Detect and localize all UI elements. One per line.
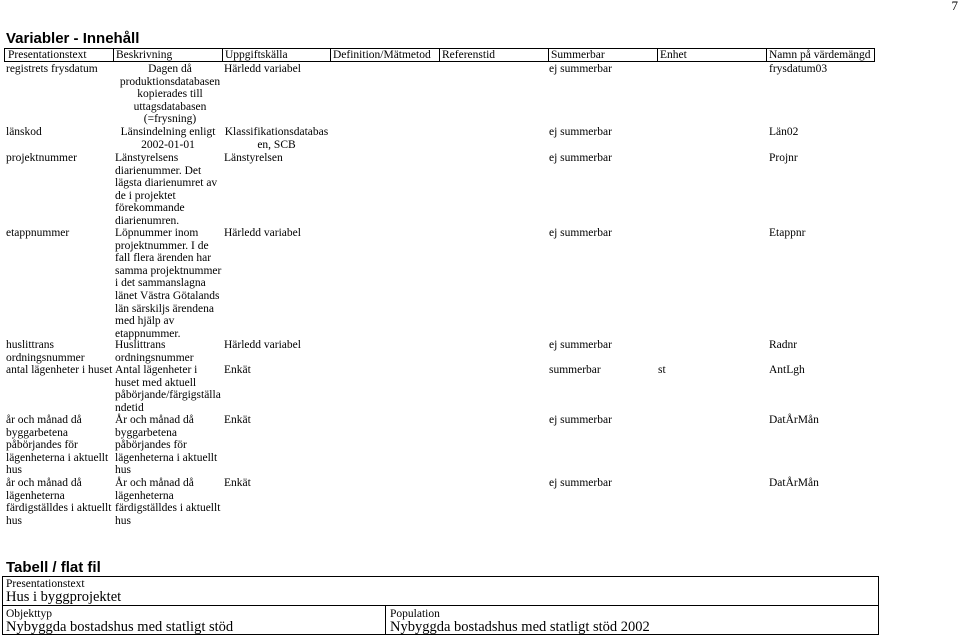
cell-namn: Projnr	[769, 152, 798, 164]
cell-uppgiftskalla: Klassifikationsdatabas en, SCB	[224, 126, 329, 151]
cell-beskrivning: Huslittrans ordningsnummer	[115, 339, 194, 364]
cell-beskrivning: Dagen då produktionsdatabasen kopierades till uttagsdatabasen (=frysning)	[119, 63, 221, 126]
cell-uppgiftskalla: Härledd variabel	[224, 339, 301, 351]
cell-presentationstext: år och månad då lägenheterna färdigställdes i aktuellt hus	[6, 477, 112, 527]
objekttyp-value: Nybyggda bostadshus med statligt stöd	[6, 619, 234, 635]
cell-beskrivning: Antal lägenheter i huset med aktuell påbörjande/färgigställa ndetid	[115, 364, 221, 414]
header-presentationstext: Presentationstext	[8, 49, 87, 61]
cell-beskrivning: Länstyrelsens diarienummer. Det lägsta diarienumret av de i projektet förekommande diarienumren.	[115, 152, 218, 227]
cell-beskrivning: År och månad då lägenheterna färdigställdes i aktuellt hus	[115, 477, 221, 527]
header-uppgiftskalla: Uppgiftskälla	[225, 49, 288, 61]
cell-presentationstext: år och månad då byggarbetena påbörjandes för lägenheterna i aktuellt hus	[6, 414, 109, 477]
cell-presentationstext: projektnummer	[6, 152, 77, 164]
cell-uppgiftskalla: Länstyrelsen	[224, 152, 283, 164]
cell-namn: Län02	[769, 126, 799, 138]
cell-namn: Etappnr	[769, 227, 806, 239]
cell-namn: AntLgh	[769, 364, 805, 376]
cell-beskrivning: Löpnummer inom projektnummer. I de fall flera ärenden har samma projektnummer i det sammanslagna länet Västra Götalands län särskiljs ärendena med hjälp av etappnummer.	[115, 227, 222, 340]
header-namn: Namn på värdemängd	[769, 49, 871, 61]
header-summerbar: Summerbar	[551, 49, 605, 61]
cell-uppgiftskalla: Härledd variabel	[224, 227, 301, 239]
cell-namn: DatÅrMån	[769, 414, 819, 426]
cell-summerbar: ej summerbar	[549, 227, 612, 239]
cell-uppgiftskalla: Enkät	[224, 477, 251, 489]
cell-presentationstext: etappnummer	[6, 227, 70, 239]
objekttyp-label: Objekttyp	[6, 608, 52, 620]
cell-summerbar: ej summerbar	[549, 414, 612, 426]
cell-enhet: st	[658, 364, 666, 376]
cell-summerbar: summerbar	[549, 364, 601, 376]
cell-summerbar: ej summerbar	[549, 477, 612, 489]
cell-namn: Radnr	[769, 339, 798, 351]
cell-summerbar: ej summerbar	[549, 152, 612, 164]
header-definition: Definition/Mätmetod	[333, 49, 431, 61]
cell-namn: frysdatum03	[769, 63, 828, 75]
cell-presentationstext: huslittrans ordningsnummer	[6, 339, 85, 364]
cell-presentationstext: registrets frysdatum	[6, 63, 98, 75]
table-header	[4, 48, 875, 62]
cell-summerbar: ej summerbar	[549, 126, 612, 138]
flat-file-title: Tabell / flat fil	[6, 559, 101, 576]
header-enhet: Enhet	[660, 49, 687, 61]
presentationstext-value: Hus i byggprojektet	[6, 589, 122, 605]
cell-uppgiftskalla: Enkät	[224, 364, 251, 376]
cell-summerbar: ej summerbar	[549, 339, 612, 351]
page-number: 7	[951, 0, 958, 13]
population-label: Population	[390, 608, 440, 620]
cell-beskrivning: Länsindelning enligt 2002-01-01	[120, 126, 216, 151]
header-referenstid: Referenstid	[442, 49, 496, 61]
cell-summerbar: ej summerbar	[549, 63, 612, 75]
section-title: Variabler - Innehåll	[6, 30, 140, 47]
population-value: Nybyggda bostadshus med statligt stöd 2002	[390, 619, 650, 635]
cell-namn: DatÅrMån	[769, 477, 819, 489]
presentationstext-label: Presentationstext	[6, 578, 85, 590]
cell-presentationstext: antal lägenheter i huset	[6, 364, 113, 376]
header-beskrivning: Beskrivning	[116, 49, 173, 61]
cell-uppgiftskalla: Härledd variabel	[224, 63, 301, 75]
cell-uppgiftskalla: Enkät	[224, 414, 251, 426]
cell-presentationstext: länskod	[6, 126, 42, 138]
cell-beskrivning: År och månad då byggarbetena påbörjandes för lägenheterna i aktuellt hus	[115, 414, 218, 477]
flat-file-table	[2, 576, 879, 635]
